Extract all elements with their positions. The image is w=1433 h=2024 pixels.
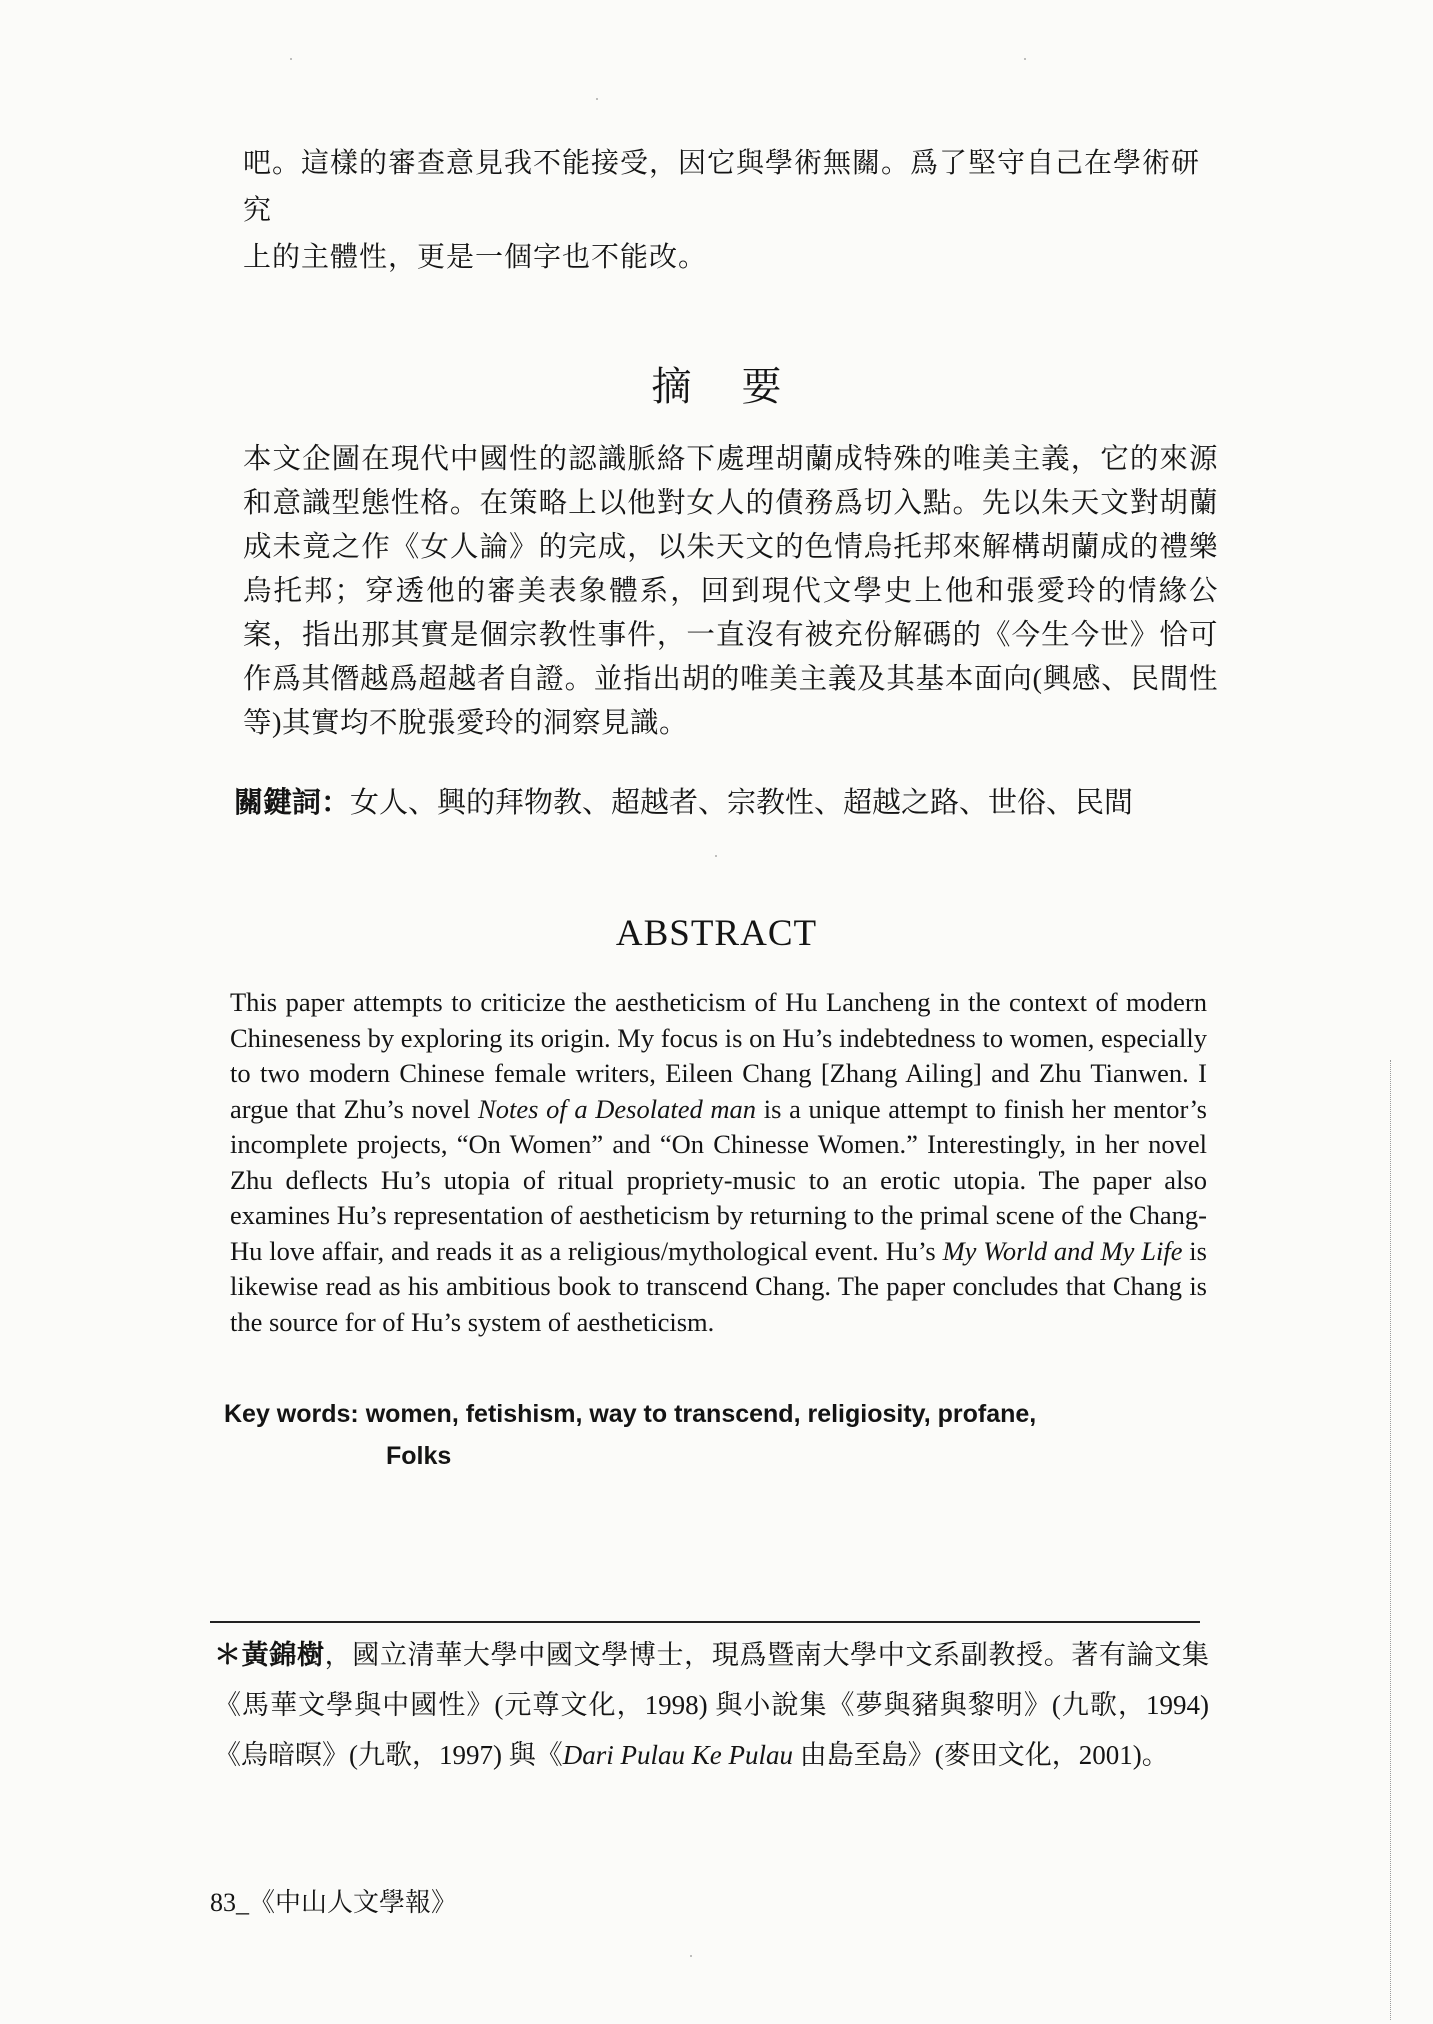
- english-abstract-text-3: is likewise read as his ambitious book to transcend Chang. The paper concludes that Chang is the source for of Hu’s system of aestheticism.: [230, 1235, 1207, 1337]
- novel-title-notes: Notes of a Desolated man: [478, 1093, 757, 1124]
- author-name: ＊黃錦樹: [214, 1640, 325, 1670]
- footnote-italic-title: Dari Pulau Ke Pulau: [562, 1740, 793, 1770]
- chinese-keywords-list: 女人、興的拜物教、超越者、宗教性、超越之路、世俗、民間: [350, 787, 1134, 819]
- intro-line-1: 吧。這樣的審查意見我不能接受，因它與學術無關。爲了堅守自己在學術研究: [243, 148, 1201, 226]
- chinese-abstract-heading: 摘要: [651, 364, 832, 409]
- english-abstract-text-1: This paper attempts to criticize the aestheticism of Hu Lancheng in the context of modern Chineseness by exploring its origin. My focus is on Hu’s indebtedness to women, especially to two modern Chinese female writers, Eileen Chang [Zhang Ailing] and Zhu Tianwen. I argue that Zhu’s novel: [230, 987, 1207, 1124]
- english-abstract-body: [230, 985, 1207, 1340]
- footnote-text-1: ，國立清華大學中國文學博士，現爲暨南大學中文系副教授。著有論文集《馬華文學與中國性》(元尊文化，1998) 與小說集《夢與豬與黎明》(九歌，1994)《烏暗暝》(九歌，1997) 與《: [214, 1640, 1210, 1770]
- scan-speck: [1024, 58, 1026, 60]
- intro-paragraph: [243, 140, 1218, 281]
- english-keywords: [224, 1393, 1224, 1477]
- english-keywords-line-2: Folks: [386, 1442, 452, 1470]
- page-number-journal: 83_《中山人文學報》: [210, 1888, 458, 1917]
- chinese-keywords: [234, 780, 1133, 821]
- footnote-divider: [210, 1621, 1200, 1623]
- scan-speck: [690, 1955, 692, 1957]
- scan-speck: [596, 98, 598, 100]
- footnote-text-2: 由島至島》(麥田文化，2001)。: [792, 1740, 1169, 1770]
- scan-speck: [715, 855, 717, 857]
- chinese-keywords-label: 關鍵詞：: [234, 787, 351, 819]
- english-abstract-heading: ABSTRACT: [615, 913, 818, 954]
- english-keywords-line-1: Key words: women, fetishism, way to transcend, religiosity, profane,: [224, 1400, 1037, 1428]
- intro-line-2: 上的主體性，更是一個字也不能改。: [243, 242, 708, 273]
- english-abstract-text-2: is a unique attempt to finish her mentor’s incomplete projects, “On Women” and “On Chinesse Women.” Interestingly, in her novel Zhu deflects Hu’s utopia of ritual propriety-music to an erotic utopia. The paper also examines Hu’s representation of aestheticism by returning to the primal scene of the Chang-Hu love affair, and reads it as a religious/mythological event. Hu’s: [230, 1093, 1207, 1266]
- chinese-abstract-body: 本文企圖在現代中國性的認識脈絡下處理胡蘭成特殊的唯美主義，它的來源和意識型態性格。在策略上以他對女人的債務爲切入點。先以朱天文對胡蘭成未竟之作《女人論》的完成，以朱天文的色情烏托邦來解構胡蘭成的禮樂烏托邦；穿透他的審美表象體系，回到現代文學史上他和張愛玲的情緣公案，指出那其實是個宗教性事件，一直沒有被充份解碼的《今生今世》恰可作爲其僭越爲超越者自證。並指出胡的唯美主義及其基本面向(興感、民間性等)其實均不脫張愛玲的洞察見識。: [243, 444, 1218, 739]
- author-footnote: [214, 1630, 1209, 1780]
- scan-speck: [290, 58, 292, 60]
- book-title-my-world: My World and My Life: [942, 1235, 1183, 1266]
- scan-edge-artifact: [1390, 1060, 1393, 2020]
